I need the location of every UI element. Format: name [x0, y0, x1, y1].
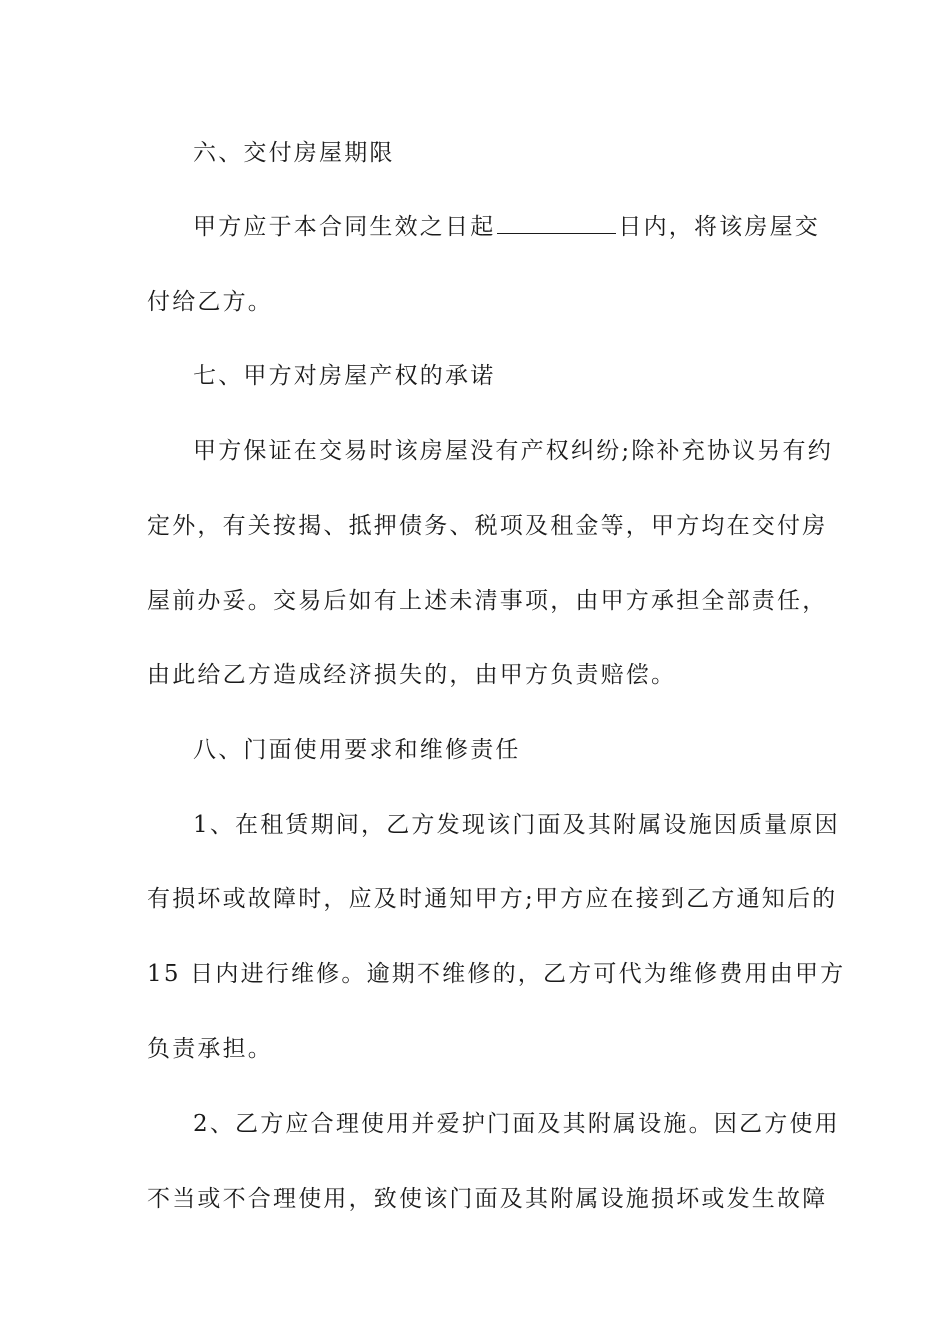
section-8-heading: 八、门面使用要求和维修责任	[193, 737, 521, 763]
section-8-item-2-line: 2、乙方应合理使用并爱护门面及其附属设施。因乙方使用	[193, 1111, 840, 1137]
section-8-item-1-line: 有损坏或故障时，应及时通知甲方;甲方应在接到乙方通知后的	[147, 886, 838, 912]
section-6-heading: 六、交付房屋期限	[193, 140, 395, 166]
section-7-paragraph-line: 由此给乙方造成经济损失的，由甲方负责赔偿。	[147, 662, 677, 688]
section-8-item-1-line: 负责承担。	[147, 1036, 273, 1062]
section-6-text-after-blank: 日内，将该房屋交	[618, 214, 821, 240]
section-6-paragraph-line-2: 付给乙方。	[147, 289, 273, 315]
section-7-heading: 七、甲方对房屋产权的承诺	[193, 363, 496, 389]
section-7-paragraph-line: 甲方保证在交易时该房屋没有产权纠纷;除补充协议另有约	[193, 438, 833, 464]
section-8-item-1-line: 1、在租赁期间，乙方发现该门面及其附属设施因质量原因	[193, 812, 840, 838]
section-6-text-before-blank: 甲方应于本合同生效之日起	[193, 214, 496, 240]
section-7-paragraph-line: 屋前办妥。交易后如有上述未清事项，由甲方承担全部责任，	[147, 588, 828, 614]
section-7-paragraph-line: 定外，有关按揭、抵押债务、税项及租金等，甲方均在交付房	[147, 513, 828, 539]
fill-in-blank-days	[497, 213, 616, 234]
section-8-item-1-line: 15 日内进行维修。逾期不维修的，乙方可代为维修费用由甲方	[147, 961, 846, 987]
section-6-paragraph-line-1	[193, 212, 821, 242]
section-8-item-2-line: 不当或不合理使用，致使该门面及其附属设施损坏或发生故障	[147, 1186, 828, 1212]
